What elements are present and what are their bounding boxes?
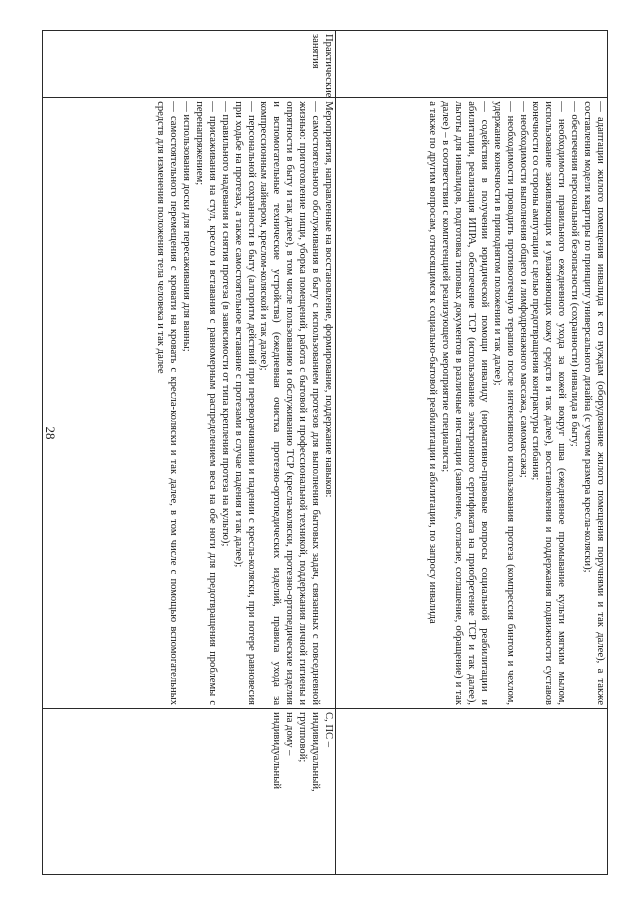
topic-cell (43, 31, 336, 98)
content-cell (43, 98, 336, 709)
topic-text: Практические занятия (310, 34, 334, 98)
content-line: — необходимости правильного ежедневного ухода за кожей вокруг шва (ежедневное промывание культи мягким мылом, использование заживляющих и увлажняющих кожу средств и так далее), восстановления и поддержания подвижности суставов конечности со стороны ампутации с целью предотвращения контрактуры стибания; (530, 101, 568, 706)
content-line: — самостоятельного перемещения с кровати на кровать с кресла-коляски и так далее, в том числе с помощью вспомогательных средств для изменения положения тела человека и так далее (155, 101, 180, 706)
form-line: индивидуальный (271, 712, 283, 790)
form-line: на дому – (284, 712, 296, 756)
content-line: — присаживания на стул, кресло и вставания с равномерным распределением веса на обе ноги для предотвращения проблемы с перенапряжением; (193, 101, 218, 706)
content-cell (336, 98, 608, 709)
table-row (43, 31, 336, 875)
form-cell (43, 709, 336, 875)
content-line: — самостоятельного обслуживания в быту с использованием протезов для выполнения бытовых задач, связанных с повседневной жизнью: приготовление пищи, уборка помещений, работа с бытовой и профессиональной техникой, поддержания личной гигиены и опрятности в быту и так далее), в том числе пользованию и обслуживанию ТСР (кресла-коляски, протезно-ортопедические изделия и вспомогательные технические устройства) (ежедневная очистка протезно-ортопедических изделий, правила ухода за компрессионным лайнером, креслом-коляской и так далее); (258, 101, 322, 706)
content-line: — необходимости выполнения общего и лимфодренажного массажа, самомассажа; (517, 101, 529, 478)
content-line: — использования доски для пересаживания для ванны; (181, 101, 193, 352)
rotated-page (43, 30, 608, 875)
form-line: групповой; (297, 712, 309, 763)
form-cell (336, 709, 608, 875)
content-line: — обеспечения персональной безопасности (сохранности) инвалида в быту; (569, 101, 581, 447)
content-line: — адаптации жилого помещения инвалида к его нуждам (оборудование жилого помещения поручнями и так далее), а также составления модели квартиры по принципу универсального дизайна (с учетом размера кресла-коляски); (582, 101, 606, 706)
content-line: — персональной сохранности в быту (алгоритм действий при переворачивании и падении с кресла-коляски, при потере равновесия при ходьбе на протезах, а также самостоятельное вставание с протезами в случае падения и так далее); (232, 101, 257, 706)
content-line: — необходимости проводить противоотечную терапию после интенсивного использования протеза (компрессия бинтом и чехлом, удержание конечности в приподнятом положении и так далее); (491, 101, 516, 706)
content-line: Мероприятия, направленные на восстановление, формирование, поддержание навыков: (323, 101, 334, 498)
content-line: а также по другим вопросам, относящимся к социально-бытовой реабилитации и абилитации, по запросу инвалида (427, 101, 439, 624)
rehabilitation-table (42, 30, 608, 875)
content-line: — правильного надевания и снятия протеза (в зависимости от типа крепления протеза на культю); (219, 101, 231, 547)
page-number: 28 (43, 426, 58, 440)
form-line: индивидуальный, (310, 712, 322, 792)
table-row (336, 31, 608, 875)
content-line: — содействия в получении юридической помощи инвалиду (нормативно-правовые вопросы социальной реабилитации и абилитации, реализация ИПРА, обеспечение ТСР (использование электронного сертификата на приобретение ТСР и так далее), льготы для инвалидов, подготовка типовых документов в различные инстанции (заявление, согласие, соглашение, обращение) и так далее) – в соответствии с компетенцией реализующего мероприятие специалиста; (440, 101, 490, 706)
form-line: С, ПС – (323, 712, 334, 748)
topic-cell (336, 31, 608, 98)
